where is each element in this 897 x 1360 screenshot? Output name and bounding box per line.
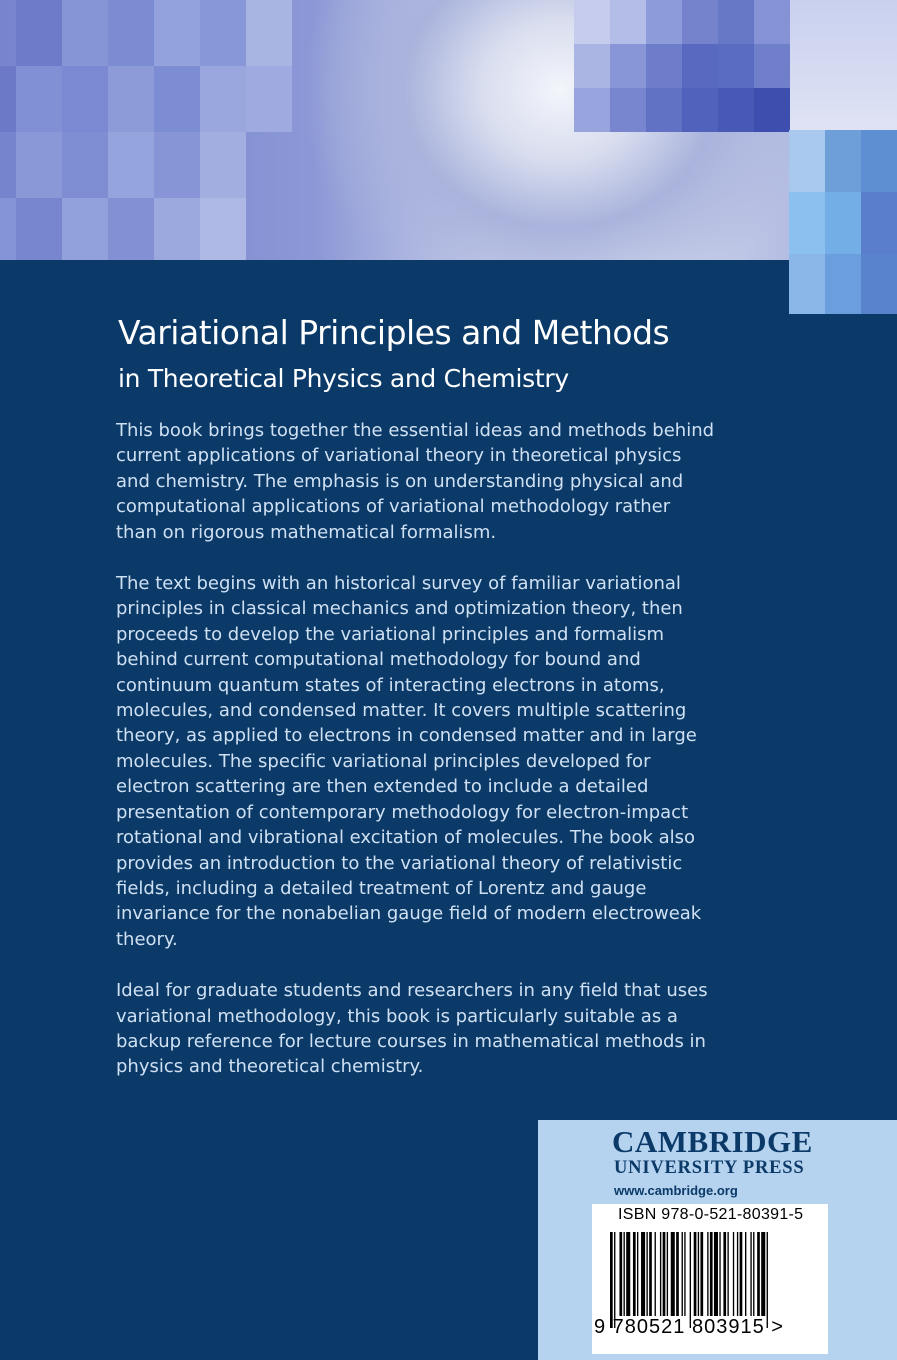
- barcode-bar: [707, 1232, 708, 1316]
- barcode-bar: [655, 1232, 656, 1316]
- cover-banner-image: [0, 0, 897, 260]
- barcode-bars: [602, 1232, 812, 1328]
- barcode-bar: [682, 1232, 683, 1316]
- cover-side-mosaic: [789, 130, 897, 314]
- book-subtitle: in Theoretical Physics and Chemistry: [118, 364, 569, 393]
- barcode-bar: [646, 1232, 647, 1316]
- barcode-bar: [610, 1232, 613, 1328]
- barcode-bar: [649, 1232, 652, 1316]
- barcode-bar: [619, 1232, 622, 1316]
- barcode-bar: [624, 1232, 625, 1316]
- barcode-bar: [723, 1232, 726, 1316]
- barcode-digits: 9 780521 803915 >: [594, 1316, 784, 1338]
- barcode-bar: [671, 1232, 675, 1316]
- barcode-bar: [700, 1232, 703, 1316]
- barcode-bar: [727, 1232, 728, 1316]
- publisher-logo-subtitle: UNIVERSITY PRESS: [614, 1158, 805, 1178]
- barcode-bar: [637, 1232, 638, 1316]
- description-paragraph: The text begins with an historical survey of familiar variational principles in classical mechanics and optimization theory, then proceeds to develop the variational principles and formalism behind current computational methodology for bound and continuum quantum states of interacting electrons in atoms, molecules, and condensed matter. It covers multiple scattering theory, as applied to electrons in condensed matter and in large molecules. The specific variational principles developed for electron scattering are then extended to include a detailed presentation of contemporary methodology for electron-impact rotational and vibrational excitation of molecules. The book also provides an introduction to the variational theory of relativistic fields, including a detailed treatment of Lorentz and gauge invariance for the nonabelian gauge field of modern electroweak theory.: [116, 573, 702, 950]
- barcode-bar: [614, 1232, 615, 1328]
- barcode-bar: [737, 1232, 738, 1316]
- barcode-bar: [667, 1232, 668, 1316]
- publisher-logo-name: CAMBRIDGE: [612, 1124, 813, 1159]
- barcode-bar: [626, 1232, 630, 1316]
- barcode-bar: [733, 1232, 734, 1316]
- description-paragraph: Ideal for graduate students and researchers in any field that uses variational methodology, this book is particularly suitable as a backup reference for lecture courses in mathematical methods in physics and theoretical chemistry.: [116, 980, 708, 1078]
- barcode-bar: [767, 1232, 768, 1328]
- barcode-bar: [690, 1232, 691, 1328]
- publisher-url: www.cambridge.org: [614, 1183, 738, 1198]
- publisher-panel: [538, 1120, 897, 1360]
- barcode-bar: [694, 1232, 697, 1316]
- book-description: [116, 418, 716, 1106]
- isbn-barcode: [592, 1204, 828, 1354]
- isbn-label: ISBN 978-0-521-80391-5: [618, 1206, 804, 1223]
- barcode-bar: [714, 1232, 718, 1316]
- barcode-bar: [684, 1232, 685, 1316]
- barcode-bar: [660, 1232, 661, 1316]
- barcode-bar: [740, 1232, 743, 1316]
- barcode-bar: [757, 1232, 760, 1316]
- barcode-bar: [753, 1232, 754, 1316]
- description-paragraph: This book brings together the essential ideas and methods behind current applications of variational theory in theoretical physics and chemistry. The emphasis is on understanding physical and computational applications of variational methodology rather than on rigorous mathematical formalism.: [116, 420, 715, 543]
- barcode-bar: [761, 1232, 765, 1316]
- barcode-bar: [633, 1232, 636, 1316]
- barcode-bar: [710, 1232, 713, 1316]
- barcode-bar: [641, 1232, 645, 1316]
- barcode-bar: [750, 1232, 751, 1316]
- barcode-bar: [719, 1232, 720, 1316]
- book-title: Variational Principles and Methods: [118, 313, 670, 352]
- barcode-bar: [745, 1232, 746, 1316]
- barcode-bar: [676, 1232, 679, 1316]
- barcode-bar: [698, 1232, 699, 1316]
- barcode-bar: [663, 1232, 666, 1316]
